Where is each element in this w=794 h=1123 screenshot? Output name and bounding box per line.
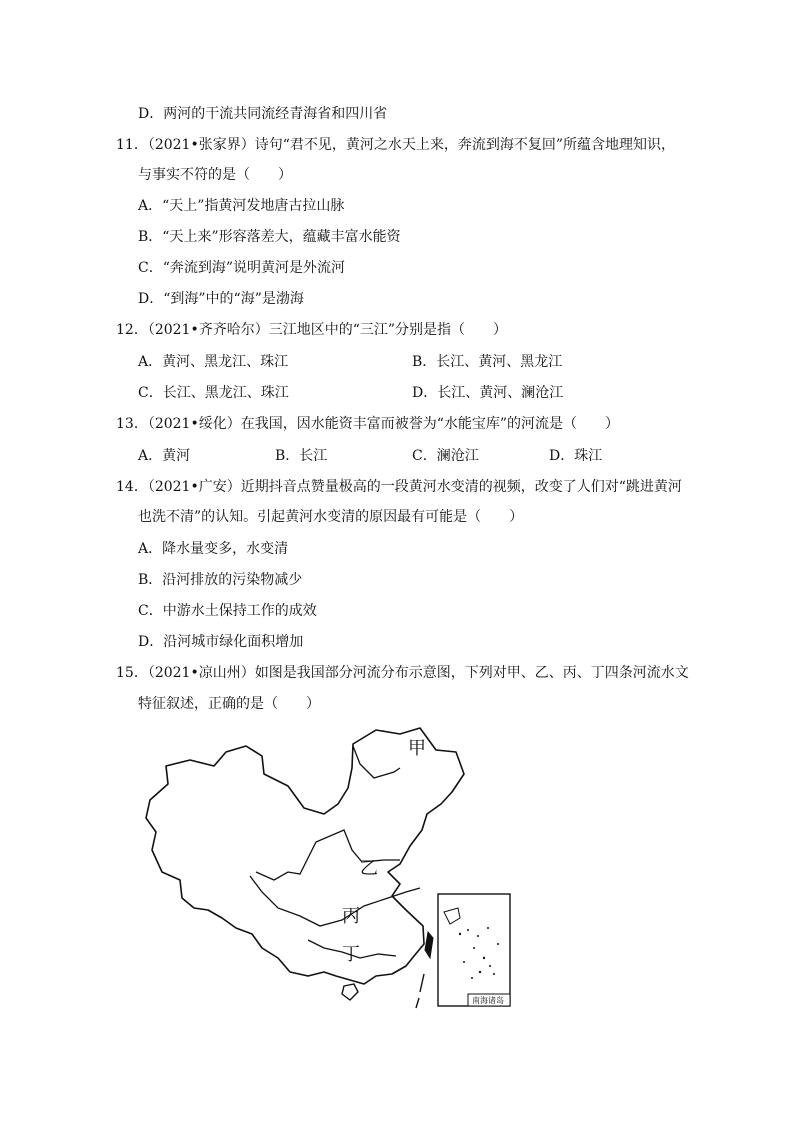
q14-option-d: D．沿河城市绿化面积增加 xyxy=(138,634,304,650)
q12-option-d: D．长江、黄河、澜沧江 xyxy=(412,385,564,401)
q12-stem: 12．（2021•齐齐哈尔）三江地区中的“三江”分别是指（ ） xyxy=(116,322,508,338)
label-jia: 甲 xyxy=(408,738,426,759)
boundary-dash xyxy=(416,974,424,1008)
inset-caption: 南海诸岛 xyxy=(472,996,504,1005)
river-jia xyxy=(353,746,400,778)
q13-option-c: C．澜沧江 xyxy=(412,448,479,464)
q12-option-b: B．长江、黄河、黑龙江 xyxy=(412,354,563,370)
china-river-map xyxy=(138,722,518,1012)
river-yi xyxy=(256,830,400,880)
q13-option-d: D．珠江 xyxy=(549,448,603,464)
q11-stem-line1: 11．（2021•张家界）诗句“君不见，黄河之水天上来，奔流到海不复回”所蕴含地理知识， xyxy=(116,137,676,153)
q11-option-d: D．“到海”中的“海”是渤海 xyxy=(138,291,304,307)
china-outline xyxy=(146,728,464,984)
q15-stem-line2: 特征叙述，正确的是（ ） xyxy=(138,696,320,712)
q14-stem-line2: 也洗不清”的认知。引起黄河水变清的原因最有可能是（ ） xyxy=(138,509,524,525)
q15-stem-line1: 15．（2021•凉山州）如图是我国部分河流分布示意图，下列对甲、乙、丙、丁四条河流水文 xyxy=(116,665,689,681)
q11-option-a: A．“天上”指黄河发地唐古拉山脉 xyxy=(138,198,345,214)
q14-option-b: B．沿河排放的污染物减少 xyxy=(138,572,303,588)
q14-stem-line1: 14．（2021•广安）近期抖音点赞量极高的一段黄河水变清的视频，改变了人们对“跳进黄河 xyxy=(116,479,682,495)
label-ding: 丁 xyxy=(342,944,360,965)
q11-stem-line2: 与事实不符的是（ ） xyxy=(138,167,292,183)
hainan-island xyxy=(342,984,358,1000)
q12-option-a: A．黄河、黑龙江、珠江 xyxy=(138,354,289,370)
taiwan-island xyxy=(425,932,433,958)
q14-option-a: A．降水量变多，水变清 xyxy=(138,541,289,557)
q12-option-c: C．长江、黑龙江、珠江 xyxy=(138,385,289,401)
q11-option-c: C．“奔流到海”说明黄河是外流河 xyxy=(138,260,346,276)
label-yi: 乙 xyxy=(360,858,378,879)
china-outline-svg xyxy=(138,722,518,1012)
q13-stem: 13．（2021•绥化）在我国，因水能资丰富而被誉为“水能宝库”的河流是（ ） xyxy=(116,416,620,432)
label-bing: 丙 xyxy=(342,906,360,927)
q14-option-c: C．中游水土保持工作的成效 xyxy=(138,603,317,619)
q10-option-d: D．两河的干流共同流经青海省和四川省 xyxy=(138,106,388,122)
q11-option-b: B．“天上来”形容落差大，蕴藏丰富水能资 xyxy=(138,229,401,245)
q13-option-a: A．黄河 xyxy=(138,448,191,464)
q13-option-b: B．长江 xyxy=(275,448,328,464)
river-bing xyxy=(250,876,420,926)
